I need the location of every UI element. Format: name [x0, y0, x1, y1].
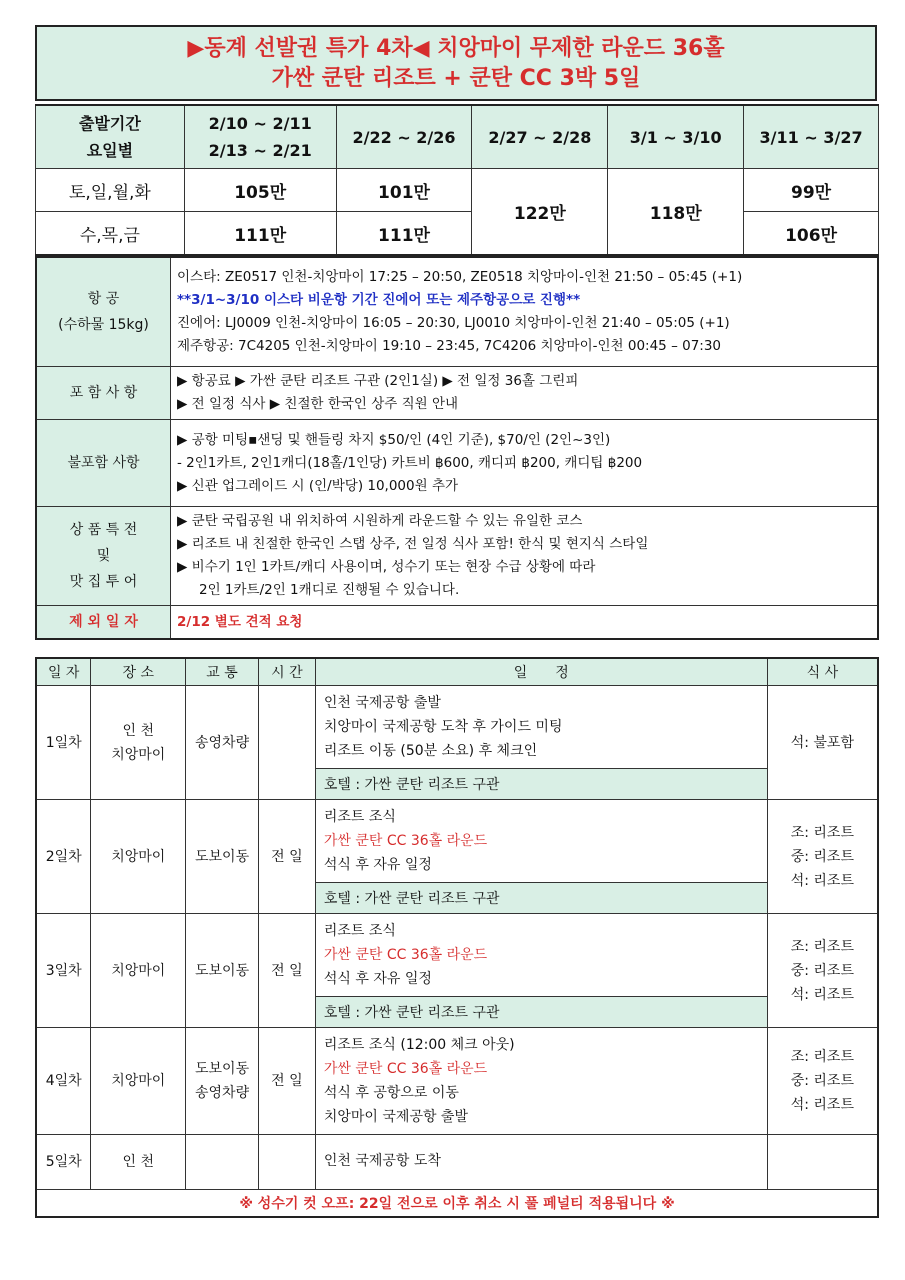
included-line: ▶ 항공료 ▶ 가싼 쿤탄 리조트 구관 (2인1실) ▶ 전 일정 36홀 그린피: [177, 373, 579, 389]
schedule-cell: [315, 1028, 767, 1135]
transport-name: 도보이동: [195, 1061, 250, 1077]
included-details: [171, 367, 879, 420]
baggage-label: (수하물 15kg): [58, 317, 149, 333]
schedule-cell: [315, 686, 767, 769]
airline-notice: **3/1~3/10 이스타 비운항 기간 진에어 또는 제주항공으로 진행**: [177, 292, 581, 308]
price-cell: 118만: [608, 169, 744, 256]
meal-item: 석: 리조트: [790, 872, 854, 889]
transport-name: 송영차량: [195, 734, 250, 751]
excluded-label: 불포함 사항: [36, 420, 171, 507]
place-cell: [91, 686, 186, 800]
header-day: 일 자: [36, 658, 91, 686]
weekday-label: 토,일,월,화: [36, 169, 185, 212]
meal-cell: [767, 800, 878, 914]
day-row: [36, 686, 878, 769]
period-header-label: 출발기간: [78, 114, 141, 133]
schedule-item: 석식 후 자유 일정: [323, 857, 432, 873]
exclude-dates-row: [36, 606, 878, 640]
transport-name: 송영차량: [195, 1085, 250, 1101]
schedule-item-golf: 가싼 쿤탄 CC 36홀 라운드: [323, 1061, 488, 1077]
exclude-dates-value: 2/12 별도 견적 요청: [171, 606, 879, 640]
schedule-item: 석식 후 자유 일정: [323, 971, 432, 987]
day-row: [36, 800, 878, 883]
place-name: 치앙마이: [111, 848, 166, 865]
place-name: 치앙마이: [111, 1073, 166, 1089]
weekday-label: 수,목,금: [36, 212, 185, 256]
schedule-item: 치앙마이 국제공항 출발: [323, 1109, 468, 1125]
exclude-dates-label: 제 외 일 자: [36, 606, 171, 640]
place-name: 치앙마이: [111, 962, 166, 979]
schedule-item: 치앙마이 국제공항 도착 후 가이드 미팅: [323, 719, 563, 735]
meal-item: 조: 리조트: [790, 824, 854, 841]
period-label: 2/10 ~ 2/11: [208, 114, 312, 133]
transport-name: 도보이동: [195, 962, 250, 979]
cancellation-notice: ※ 성수기 컷 오프: 22일 전으로 이후 취소 시 풀 페널티 적용됩니다 ※: [36, 1190, 878, 1218]
header-time: 시 간: [258, 658, 315, 686]
transport-cell: [186, 1028, 259, 1135]
special-line: ▶ 쿤탄 국립공원 내 위치하여 시원하게 라운드할 수 있는 유일한 코스: [177, 513, 583, 529]
time-cell: 전 일: [258, 1028, 315, 1135]
airline-line: 제주항공: 7C4205 인천-치앙마이 19:10 – 23:45, 7C4206 치앙마이-인천 00:45 – 07:30: [177, 338, 722, 354]
price-cell: 122만: [472, 169, 608, 256]
time-cell: [258, 686, 315, 800]
period-label: 2/27 ~ 2/28: [488, 127, 592, 147]
schedule-item: 석식 후 공항으로 이동: [323, 1085, 459, 1101]
meal-item: 조: 리조트: [790, 1049, 854, 1065]
price-cell: 106만: [744, 212, 879, 256]
meal-cell: [767, 1028, 878, 1135]
place-cell: [91, 1135, 186, 1190]
schedule-item: 리조트 조식 (12:00 체크 아웃): [323, 1037, 515, 1053]
schedule-item: 인천 국제공항 도착: [323, 1153, 441, 1169]
included-label: 포 함 사 항: [36, 367, 171, 420]
hotel-info: 호텔 : 가싼 쿤탄 리조트 구관: [315, 769, 767, 800]
period-cell: [608, 105, 744, 169]
meal-item: 조: 리조트: [790, 938, 854, 955]
airline-row: [36, 257, 878, 367]
period-label: 3/1 ~ 3/10: [629, 127, 722, 147]
meal-item: 중: 리조트: [790, 1073, 854, 1089]
airline-line: 진에어: LJ0009 인천-치앙마이 16:05 – 20:30, LJ0010 치앙마이-인천 21:40 – 05:05 (+1): [177, 315, 730, 331]
special-details: [171, 507, 879, 606]
transport-name: 도보이동: [195, 848, 250, 865]
price-cell: 111만: [336, 212, 472, 256]
excluded-line: ▶ 신관 업그레이드 시 (인/박당) 10,000원 추가: [177, 477, 459, 494]
price-cell: 101만: [336, 169, 472, 212]
excluded-line: ▶ 공항 미팅▪샌딩 및 핸들링 차지 $50/인 (4인 기준), $70/인 (2인~3인): [177, 431, 611, 448]
period-cell: [336, 105, 472, 169]
itinerary-table: [35, 657, 879, 1218]
place-name: 인 천: [122, 722, 154, 739]
special-label: 상 품 특 전: [69, 522, 138, 538]
time-cell: 전 일: [258, 800, 315, 914]
schedule-item-golf: 가싼 쿤탄 CC 36홀 라운드: [323, 833, 488, 849]
period-label: 3/11 ~ 3/27: [759, 127, 863, 147]
day-label: 5일차: [36, 1135, 91, 1190]
airline-details: [171, 257, 879, 367]
meal-item: 중: 리조트: [790, 848, 854, 865]
header-place: 장 소: [91, 658, 186, 686]
special-label: 및: [96, 548, 111, 564]
airline-line: 이스타: ZE0517 인천-치앙마이 17:25 – 20:50, ZE0518 치앙마이-인천 21:50 – 05:45 (+1): [177, 269, 743, 285]
place-cell: [91, 1028, 186, 1135]
schedule-cell: [315, 914, 767, 997]
excluded-row: [36, 420, 878, 507]
price-header-row: [36, 105, 879, 169]
title-line-1: ▶동계 선발권 특가 4차◀ 치앙마이 무제한 라운드 36홀: [187, 36, 725, 61]
price-table: [35, 104, 879, 256]
special-line: ▶ 리조트 내 친절한 한국인 스탭 상주, 전 일정 식사 포함! 한식 및 현지식 스타일: [177, 536, 649, 552]
special-label: 맛 집 투 어: [69, 574, 138, 590]
schedule-cell: [315, 800, 767, 883]
day-label: 2일차: [36, 800, 91, 914]
schedule-item: 리조트 조식: [323, 923, 396, 939]
period-label: 2/22 ~ 2/26: [352, 127, 456, 147]
header-transport: 교 통: [186, 658, 259, 686]
period-label: 2/13 ~ 2/21: [208, 141, 312, 160]
transport-cell: [186, 914, 259, 1028]
included-line: ▶ 전 일정 식사 ▶ 친절한 한국인 상주 직원 안내: [177, 396, 459, 412]
period-cell: [472, 105, 608, 169]
special-line: 2인 1카트/2인 1캐디로 진행될 수 있습니다.: [199, 582, 460, 598]
title-banner: [35, 25, 877, 101]
meal-cell: [767, 686, 878, 800]
price-cell: 111만: [184, 212, 336, 256]
day-label: 1일차: [36, 686, 91, 800]
header-schedule: 일 정: [315, 658, 767, 686]
meal-cell: [767, 1135, 878, 1190]
excluded-line: - 2인1카트, 2인1캐디(18홀/1인당) 카트비 ฿600, 캐디피 ฿200, 캐디팁 ฿200: [177, 454, 643, 471]
period-header-cell: [36, 105, 185, 169]
schedule-item-golf: 가싼 쿤탄 CC 36홀 라운드: [323, 947, 488, 963]
day-row: [36, 1135, 878, 1190]
airline-label: 항 공: [87, 291, 120, 307]
price-row: [36, 169, 879, 212]
special-row: [36, 507, 878, 606]
schedule-cell: [315, 1135, 767, 1190]
schedule-item: 리조트 이동 (50분 소요) 후 체크인: [323, 743, 538, 759]
weekday-header-label: 요일별: [86, 141, 134, 160]
info-table: [35, 256, 879, 640]
excluded-details: [171, 420, 879, 507]
place-name: 치앙마이: [111, 746, 166, 763]
title-line-2: 가싼 쿤탄 리조트 + 쿤탄 CC 3박 5일: [271, 66, 641, 91]
transport-cell: [186, 1135, 259, 1190]
day-label: 4일차: [36, 1028, 91, 1135]
special-label-cell: [36, 507, 171, 606]
hotel-info: 호텔 : 가싼 쿤탄 리조트 구관: [315, 997, 767, 1028]
period-cell: [744, 105, 879, 169]
header-meal: 식 사: [767, 658, 878, 686]
itinerary-header-row: [36, 658, 878, 686]
meal-cell: [767, 914, 878, 1028]
time-cell: [258, 1135, 315, 1190]
place-cell: [91, 914, 186, 1028]
included-row: [36, 367, 878, 420]
price-cell: 105만: [184, 169, 336, 212]
schedule-item: 인천 국제공항 출발: [323, 695, 441, 711]
place-name: 인 천: [122, 1154, 154, 1170]
meal-item: 석: 불포함: [790, 734, 854, 751]
place-cell: [91, 800, 186, 914]
meal-item: 석: 리조트: [790, 986, 854, 1003]
time-cell: 전 일: [258, 914, 315, 1028]
day-label: 3일차: [36, 914, 91, 1028]
transport-cell: [186, 686, 259, 800]
day-row: [36, 914, 878, 997]
notice-row: [36, 1190, 878, 1218]
schedule-item: 리조트 조식: [323, 809, 396, 825]
period-cell: [184, 105, 336, 169]
airline-label-cell: [36, 257, 171, 367]
price-cell: 99만: [744, 169, 879, 212]
meal-item: 석: 리조트: [790, 1097, 854, 1113]
special-line: ▶ 비수기 1인 1카트/캐디 사용이며, 성수기 또는 현장 수급 상황에 따라: [177, 559, 596, 575]
meal-item: 중: 리조트: [790, 962, 854, 979]
hotel-info: 호텔 : 가싼 쿤탄 리조트 구관: [315, 883, 767, 914]
day-row: [36, 1028, 878, 1135]
price-row: [36, 212, 879, 256]
transport-cell: [186, 800, 259, 914]
